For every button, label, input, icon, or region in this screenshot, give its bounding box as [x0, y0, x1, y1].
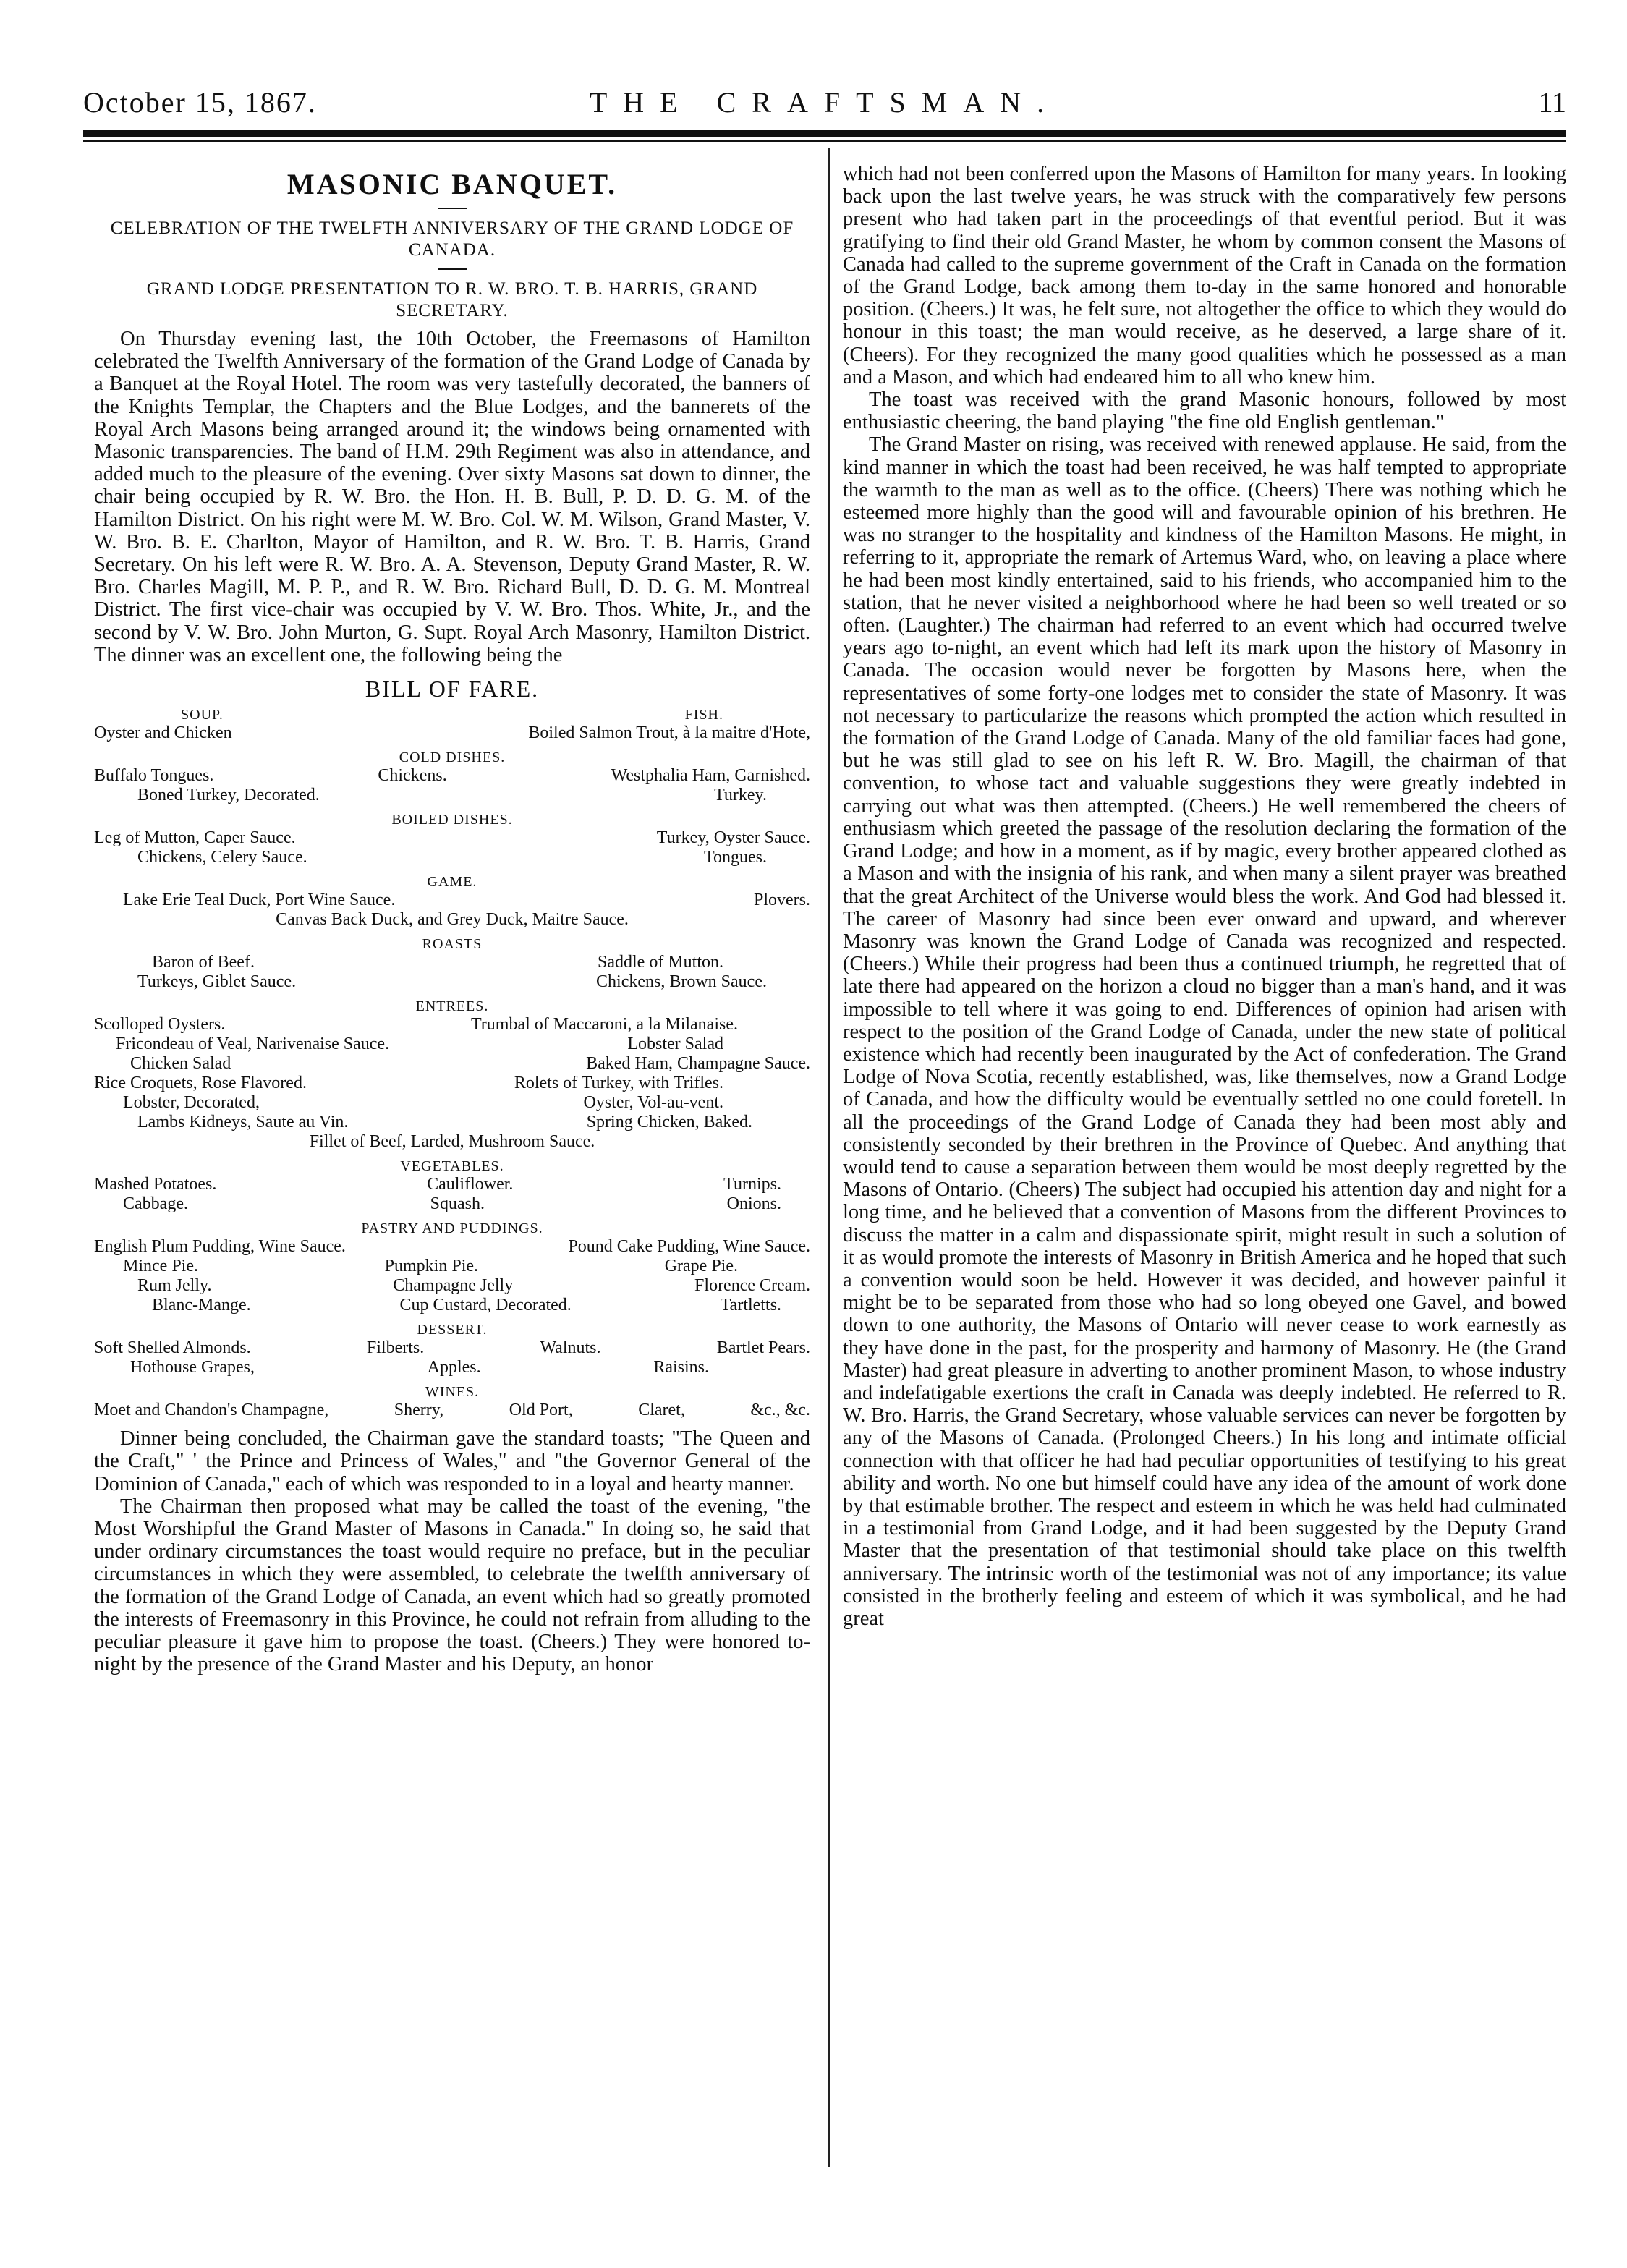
menu-item: Lobster, Decorated, [123, 1093, 260, 1113]
bill-of-fare-title: BILL OF FARE. [365, 676, 540, 702]
menu-section-entrees: ENTREES. [415, 998, 489, 1015]
menu-section-wines: WINES. [425, 1384, 480, 1401]
publication-title: THE CRAFTSMAN. [589, 86, 1061, 119]
column-divider [828, 148, 830, 2167]
menu-item: Fricondeau of Veal, Narivenaise Sauce. [116, 1035, 390, 1054]
menu-item: Bartlet Pears. [716, 1338, 810, 1358]
menu-item: Oyster, Vol-au-vent. [583, 1093, 723, 1113]
menu-item: Blanc-Mange. [152, 1296, 251, 1315]
right-column [843, 163, 1566, 1630]
menu-item: Westphalia Ham, Garnished. [611, 766, 810, 786]
menu-item: Apples. [427, 1358, 481, 1377]
menu-section-pastry: PASTRY AND PUDDINGS. [361, 1220, 543, 1237]
menu-item: Saddle of Mutton. [598, 953, 723, 972]
menu-item: Fillet of Beef, Larded, Mushroom Sauce. [309, 1132, 595, 1152]
menu-item: &c., &c. [750, 1401, 810, 1420]
menu-item: Scolloped Oysters. [94, 1015, 226, 1035]
menu-item: Rice Croquets, Rose Flavored. [94, 1074, 307, 1093]
menu-item: Rum Jelly. [137, 1276, 212, 1296]
issue-date: October 15, 1867. [83, 86, 317, 119]
menu-item: Florence Cream. [694, 1276, 810, 1296]
header-rule-thick [83, 130, 1566, 137]
bill-of-fare [94, 706, 810, 1420]
menu-item: Spring Chicken, Baked. [586, 1113, 752, 1132]
menu-section-roasts: ROASTS [422, 936, 483, 953]
menu-section-boiled: BOILED DISHES. [391, 812, 513, 828]
menu-item: Cauliflower. [427, 1175, 514, 1194]
menu-item: Onions. [726, 1194, 781, 1214]
continued-paragraph: which had not been conferred upon the Masons of Hamilton for many years. In looking back upon the last twelve years, he was struck with the comparatively few persons present who had taken part in the proceedings of that eventful period. But it was gratifying to find their old Grand Master, he whom by common consent the Masons of Canada had called to the supreme government of the Craft in Canada on the formation of the Grand Lodge, back among them to-day in the same honored and honorable position. (Cheers.) It was, he felt sure, not altogether the office to which they would do honour in this toast; the man would receive, as he deserved, a large share of it. (Cheers). For they recognized the many good qualities which he possessed as a man and a Mason, and which had endeared him to all who knew him. [843, 163, 1566, 388]
menu-item: Mashed Potatoes. [94, 1175, 217, 1194]
chairman-paragraph: The Chairman then proposed what may be called the toast of the evening, "the Most Worshipful the Grand Master of Masons in Canada." In doing so, he said that under ordinary circumstances the toast would require no preface, but in the peculiar circumstances in which they were assembled, to celebrate the twelfth anniversary of the formation of the Grand Lodge of Canada, an event which had so greatly promoted the interests of Freemasonry in this Province, he could not refrain from alluding to the peculiar pleasure it gave him to propose the toast. (Cheers.) They were honored to-night by the presence of the Grand Master and his Deputy, an honor [94, 1495, 810, 1676]
menu-item: Sherry, [394, 1401, 444, 1420]
menu-item: English Plum Pudding, Wine Sauce. [94, 1237, 346, 1257]
menu-item: Oyster and Chicken [94, 723, 232, 743]
menu-item: Grape Pie. [664, 1257, 738, 1276]
article-subtitle-2: GRAND LODGE PRESENTATION TO R. W. BRO. T. B. HARRIS, GRAND SECRETARY. [146, 279, 758, 320]
title-rule [438, 208, 467, 209]
menu-item: Pumpkin Pie. [384, 1257, 479, 1276]
menu-item: Chicken Salad [130, 1054, 231, 1074]
menu-item: Chickens, Brown Sauce. [596, 972, 767, 992]
menu-item: Chickens. [378, 766, 447, 786]
menu-item: Tongues. [704, 848, 767, 867]
menu-item: Raisins. [653, 1358, 709, 1377]
menu-item: Turkey. [714, 786, 767, 805]
menu-item: Rolets of Turkey, with Trifles. [514, 1074, 723, 1093]
menu-item: Lambs Kidneys, Saute au Vin. [137, 1113, 349, 1132]
menu-item: Baron of Beef. [152, 953, 255, 972]
menu-section-cold: COLD DISHES. [399, 749, 506, 766]
menu-item: Plovers. [754, 891, 810, 910]
menu-section-game: GAME. [427, 874, 477, 891]
toast-reception-paragraph: The toast was received with the grand Masonic honours, followed by most enthusiastic cheering, the band playing "the fine old English gentleman." [843, 388, 1566, 434]
menu-item: Leg of Mutton, Caper Sauce. [94, 828, 296, 848]
menu-item: Turnips. [723, 1175, 781, 1194]
page-number: 11 [1538, 86, 1566, 119]
menu-item: Chickens, Celery Sauce. [137, 848, 307, 867]
menu-item: Boiled Salmon Trout, à la maitre d'Hote, [528, 723, 810, 743]
intro-paragraph: On Thursday evening last, the 10th October, the Freemasons of Hamilton celebrated the Twelfth Anniversary of the formation of the Grand Lodge of Canada by a Banquet at the Royal Hotel. The room was very tastefully decorated, the banners of the Knights Templar, the Chapters and the Blue Lodges, and the bannerets of the Royal Arch Masons being arranged around it; the windows being ornamented with Masonic transparencies. The band of H.M. 29th Regiment was also in attendance, and added much to the pleasure of the evening. Over sixty Masons sat down to dinner, the chair being occupied by R. W. Bro. the Hon. H. B. Bull, P. D. D. G. M. of the Hamilton District. On his right were M. W. Bro. Col. W. M. Wilson, Grand Master, V. W. Bro. B. E. Charlton, Mayor of Hamilton, and R. W. Bro. T. B. Harris, Grand Secretary. On his left were R. W. Bro. A. A. Stevenson, Deputy Grand Master, R. W. Bro. Charles Magill, M. P. P., and R. W. Bro. Richard Bull, D. D. G. M. Montreal District. The first vice-chair was occupied by V. W. Bro. Thos. White, Jr., and the second by V. W. Bro. John Murton, G. Supt. Royal Arch Masonry, Hamilton District. The dinner was an excellent one, the following being the [94, 328, 810, 666]
menu-item: Moet and Chandon's Champagne, [94, 1401, 329, 1420]
header-rule-thin [83, 140, 1566, 142]
menu-item: Trumbal of Maccaroni, a la Milanaise. [470, 1015, 738, 1035]
toasts-paragraph: Dinner being concluded, the Chairman gave the standard toasts; "The Queen and the Craft," ' the Prince and Princess of Wales," and "the Governor General of the Dominion of Canada," each of which was responded to in a loyal and hearty manner. [94, 1427, 810, 1495]
menu-item: Pound Cake Pudding, Wine Sauce. [568, 1237, 810, 1257]
menu-item: Cup Custard, Decorated. [399, 1296, 572, 1315]
menu-section-vegetables: VEGETABLES. [400, 1158, 504, 1175]
menu-item: Mince Pie. [123, 1257, 198, 1276]
menu-item: Lake Erie Teal Duck, Port Wine Sauce. [123, 891, 396, 910]
menu-item: Champagne Jelly [393, 1276, 514, 1296]
menu-item: Tartletts. [720, 1296, 781, 1315]
page-header [83, 85, 1566, 126]
menu-item: Squash. [430, 1194, 485, 1214]
article-subtitle-1: CELEBRATION OF THE TWELFTH ANNIVERSARY OF THE GRAND LODGE OF CANADA. [110, 218, 794, 260]
menu-item: Turkey, Oyster Sauce. [656, 828, 810, 848]
menu-item: Cabbage. [123, 1194, 188, 1214]
menu-item: Boned Turkey, Decorated. [137, 786, 320, 805]
menu-item: Hothouse Grapes, [130, 1358, 255, 1377]
menu-item: Turkeys, Giblet Sauce. [137, 972, 297, 992]
menu-item: Walnuts. [540, 1338, 601, 1358]
menu-item: Baked Ham, Champagne Sauce. [586, 1054, 810, 1074]
article-title: MASONIC BANQUET. [286, 168, 618, 200]
menu-item: Soft Shelled Almonds. [94, 1338, 251, 1358]
menu-section-dessert: DESSERT. [417, 1322, 488, 1338]
left-column [94, 163, 810, 1675]
menu-item: Canvas Back Duck, and Grey Duck, Maitre Sauce. [276, 910, 629, 930]
menu-item: Filberts. [366, 1338, 425, 1358]
menu-item: Buffalo Tongues. [94, 766, 214, 786]
subtitle-rule [438, 268, 467, 270]
menu-section-fish: FISH. [684, 707, 723, 723]
menu-item: Claret, [638, 1401, 685, 1420]
grand-master-speech-paragraph: The Grand Master on rising, was received with renewed applause. He said, from the kind manner in which the toast had been received, he was half tempted to appropriate the warmth to the man as well as to the office. (Cheers) There was nothing which he esteemed more highly than the good will and favourable opinion of his brethren. He was no stranger to the hospitality and kindness of the Hamilton Masons. He might, in referring to it, appropriate the remark of Artemus Ward, who, on leaving a place where he had been most kindly entertained, said to his friends, who accompanied him to the station, that he never visited a neighborhood where he had been so well treated or so often. (Laughter.) The chairman had referred to an event which had occurred twelve years ago to-night, an event which had left its mark upon the history of Masonry in Canada. The occasion would never be forgotten by Masons here, when the representatives of some forty-one lodges met to consider the state of Masonry. It was not necessary to particularize the reasons which prompted the action which resulted in the formation of the Grand Lodge of Canada. Many of the old familiar faces had gone, but he was still glad to see on his left R. W. Bro. Magill, the chairman of that convention, to whose tact and valuable suggestions they were greatly indebted in carrying out what was then attempted. (Cheers.) He well remembered the cheers of enthusiasm which greeted the passage of the resolution declaring the formation of the Grand Lodge; and how in a moment, as if by magic, every brother appeared clothed as a Mason and with the insignia of his rank, and when many a silent prayer was breathed that the great Architect of the Universe would bless the work. And God had blessed it. The career of Masonry had since been ever onward and upward, and wherever Masonry was known the Grand Lodge of Canada was recognized and respected. (Cheers.) While their progress had been thus a continued triumph, he regretted that of late there had appeared on the horizon a cloud no bigger than a man's hand, and it was impossible to tell where it was going to end. Differences of opinion had arisen with respect to the position of the Grand Lodge of Canada, under the new state of political existence which had recently been inaugurated by the Act of confederation. The Grand Lodge of Nova Scotia, recently established, was, like themselves, now a Grand Lodge of Canada, and how the difficulty would be eventually settled no one could foretell. In all the proceedings of the Grand Lodge of Canada they had been most ably and consistently seconded by their brethren in the Province of Quebec. And anything that would tend to cause a separation between them would be most deeply regretted by the Masons of Ontario. (Cheers) The subject had occupied his attention day and night for a long time, and he believed that a convention of Masons from the different Provinces to discuss the matter in a calm and dispassionate spirit, might result in such a solution of it as would promote the interests of Masonry in British America and he hoped that such a convention would soon be held. However it was decided, and however painful it might be to be separated from those who had so long obeyed one Gavel, and bowed down to one authority, the Masons of Ontario will never cease to work earnestly as they have done in the past, for the prosperity and harmony of Masonry. He (the Grand Master) had great pleasure in adverting to another prominent Mason, to whose industry and indefatigable exertions the craft in Canada was deeply indebted. He referred to R. W. Bro. Harris, the Grand Secretary, whose valuable services can never be forgotten by any of the Masons of Canada. (Prolonged Cheers.) In his long and intimate official connection with that officer he had had peculiar opportunities of testifying to his great ability and worth. No one but himself could have any idea of the amount of work done by that estimable brother. The respect and esteem in which he was held had culminated in a testimonial from Grand Lodge, and it had been suggested by the Deputy Grand Master that the presentation of that testimonial should take place on this twelfth anniversary. The intrinsic worth of the testimonial was not of any importance; its value consisted in the brotherly feeling and esteem of which it was symbolical, and he had great [843, 433, 1566, 1630]
menu-item: Old Port, [509, 1401, 573, 1420]
menu-item: Lobster Salad [627, 1035, 723, 1054]
menu-section-soup: SOUP. [181, 707, 224, 723]
